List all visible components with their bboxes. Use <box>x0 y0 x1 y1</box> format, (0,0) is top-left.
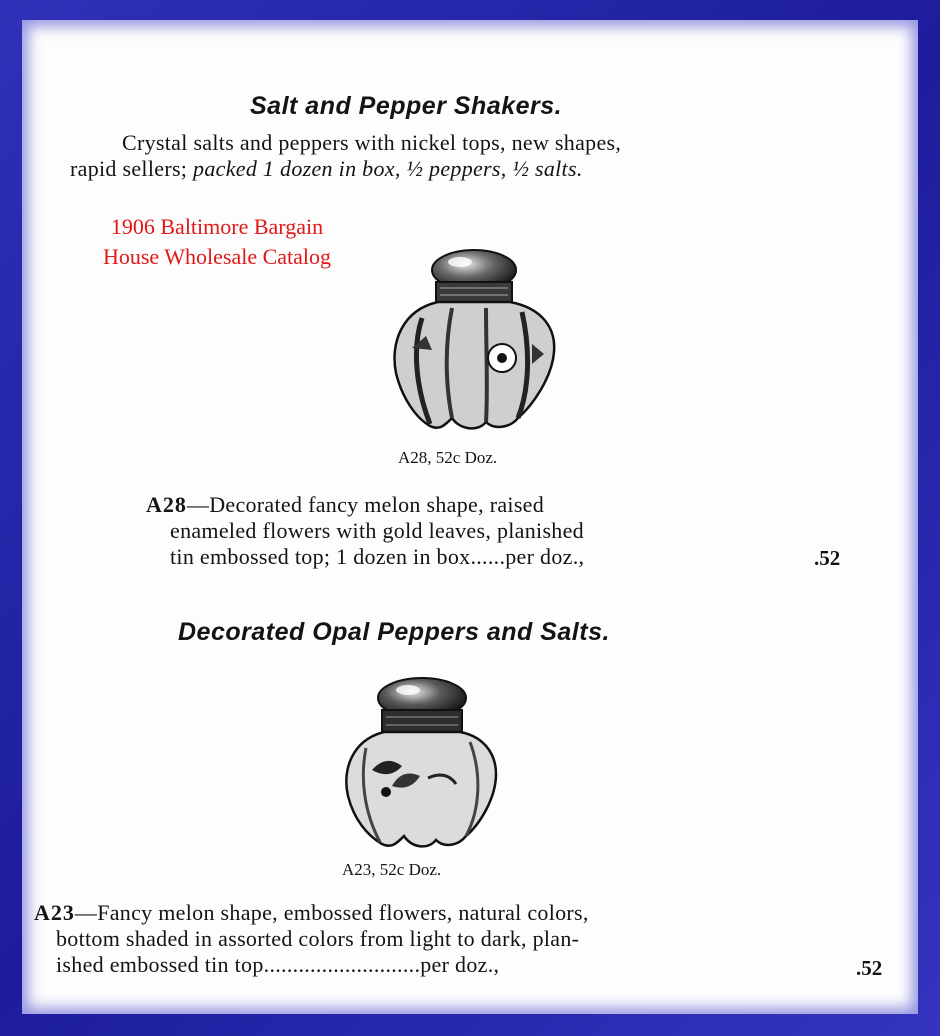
intro-line-2-italic: packed 1 dozen in box, ½ peppers, ½ salts. <box>193 156 583 181</box>
item-a23-line-1-text: —Fancy melon shape, embossed flowers, natural colors, <box>74 900 589 925</box>
caption-a28: A28, 52c Doz. <box>398 448 498 467</box>
catalog-page <box>22 20 918 1014</box>
item-a23-line-2: bottom shaded in assorted colors from light to dark, plan- <box>56 926 580 951</box>
item-a28-line-1-text: —Decorated fancy melon shape, raised <box>186 492 545 517</box>
item-a23-line-3: ished embossed tin top...........................per doz., <box>56 952 500 977</box>
item-a28-line-3: tin embossed top; 1 dozen in box......per doz., <box>170 544 585 569</box>
item-a28-line-2: enameled flowers with gold leaves, planished <box>170 518 584 543</box>
caption-a23: A23, 52c Doz. <box>342 860 442 879</box>
intro-line-1: Crystal salts and peppers with nickel tops, new shapes, <box>122 130 622 155</box>
source-note-line-1: 1906 Baltimore Bargain <box>110 214 324 239</box>
price-a23: .52 <box>856 956 883 980</box>
item-a23-line-1 <box>34 900 589 926</box>
item-code-a23: A23 <box>34 900 75 925</box>
intro-line-2 <box>70 156 583 182</box>
catalog-source-note <box>52 212 382 272</box>
item-code-a28: A28 <box>146 492 187 517</box>
section-heading-salt-pepper: Salt and Pepper Shakers. <box>250 92 563 120</box>
price-a28: .52 <box>814 546 841 570</box>
melon-shaker-a28-illustration <box>382 248 562 438</box>
section-heading-opal: Decorated Opal Peppers and Salts. <box>178 618 610 646</box>
source-note-line-2: House Wholesale Catalog <box>102 244 332 269</box>
opal-shaker-a23-illustration <box>332 674 502 854</box>
intro-line-2-plain: rapid sellers; <box>70 156 194 181</box>
item-a28-line-1 <box>146 492 544 518</box>
